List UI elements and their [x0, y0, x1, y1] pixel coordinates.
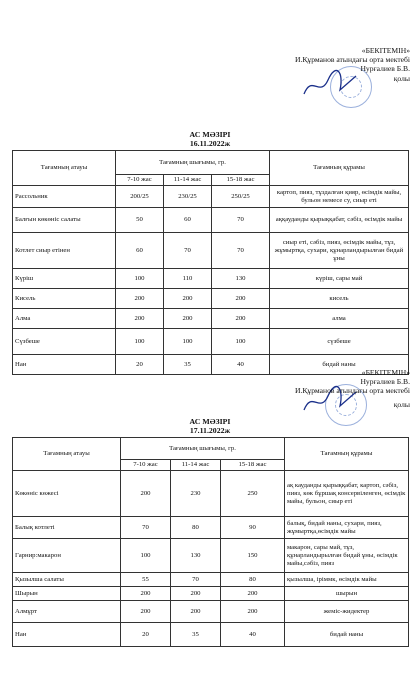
table-row: [13, 539, 409, 573]
yield-15-18: 200: [221, 601, 285, 623]
yield-15-18: 250/25: [212, 186, 270, 208]
yield-11-14: 200: [171, 601, 221, 623]
dish-name: Нан: [13, 623, 121, 647]
yield-11-14: 200: [164, 309, 212, 329]
yield-11-14: 60: [164, 208, 212, 233]
yield-7-10: 70: [121, 517, 171, 539]
yield-11-14: 200: [164, 289, 212, 309]
yield-7-10: 100: [116, 329, 164, 355]
table-row: [13, 623, 409, 647]
yield-7-10: 100: [116, 269, 164, 289]
yield-7-10: 200: [121, 601, 171, 623]
approval-director: Нурғалиев Б.В.: [360, 64, 410, 74]
header-age-7-10: 7-10 жас: [121, 460, 171, 471]
dish-composition: бидай наны: [285, 623, 409, 647]
yield-15-18: 250: [221, 471, 285, 517]
dish-composition: балық, бидай наны, сухари, пияз, жұмыртқа,өсімдік майы: [285, 517, 409, 539]
menu-date: 16.11.2022ж: [189, 139, 231, 149]
table-row: [13, 309, 409, 329]
approval-block-1: [200, 46, 410, 83]
yield-11-14: 35: [164, 355, 212, 375]
table-row: [13, 573, 409, 587]
yield-7-10: 55: [121, 573, 171, 587]
dish-composition: макарон, сары май, тұз, құнарландырылған бидай ұны, өсімдік майы,сәбіз, пияз: [285, 539, 409, 573]
approval-director: Нурғалиев Б.В.: [360, 377, 410, 387]
yield-11-14: 200: [171, 587, 221, 601]
yield-15-18: 200: [212, 309, 270, 329]
dish-name: Кисель: [13, 289, 116, 309]
yield-15-18: 40: [221, 623, 285, 647]
yield-11-14: 100: [164, 329, 212, 355]
approval-sign-2: [200, 400, 410, 409]
dish-name: Қызылша салаты: [13, 573, 121, 587]
menu-table-2: [12, 437, 409, 647]
dish-composition: жеміс-жидектер: [285, 601, 409, 623]
approval-stamp: «БЕКІТЕМІН»: [361, 46, 410, 55]
dish-composition: аққауданды қырыққабат, сәбіз, өсімдік майы: [270, 208, 409, 233]
yield-7-10: 200: [121, 587, 171, 601]
header-composition: Тағамның құрамы: [285, 438, 409, 471]
yield-11-14: 35: [171, 623, 221, 647]
approval-sign-word: қолы: [393, 400, 410, 409]
dish-composition: картоп, пияз, тұздалған қияр, өсімдік майы, бульон немесе су, сиыр еті: [270, 186, 409, 208]
table-row: [13, 269, 409, 289]
dish-name: Нан: [13, 355, 116, 375]
dish-composition: сиыр еті, сәбіз, пияз, өсімдік майы, тұз, жұмыртқа, сухари, құнарландырылған бидай ұны: [270, 233, 409, 269]
approval-school: И.Құрманов атындағы орта мектебі: [294, 386, 410, 395]
yield-11-14: 230: [171, 471, 221, 517]
yield-11-14: 70: [164, 233, 212, 269]
table-row: [13, 208, 409, 233]
dish-composition: сүзбеше: [270, 329, 409, 355]
dish-composition: алма: [270, 309, 409, 329]
table-row: [13, 186, 409, 208]
table-header-row: [13, 151, 409, 175]
menu-heading: АС МӘЗІРІ: [189, 130, 231, 139]
yield-7-10: 200: [116, 309, 164, 329]
dish-name: Сүзбеше: [13, 329, 116, 355]
header-composition: Тағамның құрамы: [270, 151, 409, 186]
menu-table-1: [12, 150, 409, 375]
yield-7-10: 100: [121, 539, 171, 573]
yield-11-14: 70: [171, 573, 221, 587]
approval-stamp: «БЕКІТЕМІН»: [361, 368, 410, 377]
yield-7-10: 60: [116, 233, 164, 269]
header-age-11-14: 11-14 жас: [164, 175, 212, 186]
dish-composition: бидай наны: [270, 355, 409, 375]
menu-date: 17.11.2022ж: [189, 426, 231, 436]
dish-name: Гарнир:макарон: [13, 539, 121, 573]
dish-composition: ақ кауданды қырыққабат, картоп, сәбіз, пияз, көк бұршақ консервіленген, өсімдік майы, бульон, сиыр еті: [285, 471, 409, 517]
dish-composition: шырын: [285, 587, 409, 601]
yield-11-14: 110: [164, 269, 212, 289]
header-age-7-10: 7-10 жас: [116, 175, 164, 186]
menu-title-1: [0, 130, 420, 149]
yield-15-18: 80: [221, 573, 285, 587]
yield-11-14: 80: [171, 517, 221, 539]
yield-15-18: 130: [212, 269, 270, 289]
approval-school: И.Құрманов атындағы орта мектебі: [294, 55, 410, 65]
dish-name: Шырын: [13, 587, 121, 601]
yield-7-10: 200: [121, 471, 171, 517]
yield-15-18: 70: [212, 233, 270, 269]
header-age-15-18: 15-18 жас: [221, 460, 285, 471]
yield-7-10: 50: [116, 208, 164, 233]
header-name: Тағамның атауы: [13, 438, 121, 471]
dish-name: Балғын көкөніс салаты: [13, 208, 116, 233]
yield-15-18: 40: [212, 355, 270, 375]
header-name: Тағамның атауы: [13, 151, 116, 186]
dish-composition: кисель: [270, 289, 409, 309]
dish-composition: күріш, сары май: [270, 269, 409, 289]
dish-name: Котлет сиыр етінен: [13, 233, 116, 269]
dish-composition: қызылша, іріммк, өсімдік майы: [285, 573, 409, 587]
yield-15-18: 150: [221, 539, 285, 573]
table-row: [13, 289, 409, 309]
header-age-15-18: 15-18 жас: [212, 175, 270, 186]
menu-heading: АС МӘЗІРІ: [189, 417, 231, 426]
yield-15-18: 70: [212, 208, 270, 233]
dish-name: Алма: [13, 309, 116, 329]
yield-15-18: 100: [212, 329, 270, 355]
table-row: [13, 517, 409, 539]
yield-7-10: 200: [116, 289, 164, 309]
yield-15-18: 90: [221, 517, 285, 539]
approval-sign-word: қолы: [393, 73, 410, 83]
yield-11-14: 230/25: [164, 186, 212, 208]
table-row: [13, 601, 409, 623]
yield-15-18: 200: [212, 289, 270, 309]
dish-name: Көкөніс көжесі: [13, 471, 121, 517]
yield-7-10: 20: [116, 355, 164, 375]
menu-title-2: [0, 417, 420, 436]
header-yield: Тағамның шығымы, гр.: [116, 151, 270, 175]
header-yield: Тағамның шығымы, гр.: [121, 438, 285, 460]
table-row: [13, 587, 409, 601]
table-header-row: [13, 438, 409, 460]
dish-name: Алмұрт: [13, 601, 121, 623]
yield-7-10: 200/25: [116, 186, 164, 208]
dish-name: Күріш: [13, 269, 116, 289]
header-age-11-14: 11-14 жас: [171, 460, 221, 471]
table-row: [13, 471, 409, 517]
table-row: [13, 329, 409, 355]
yield-7-10: 20: [121, 623, 171, 647]
table-row: [13, 233, 409, 269]
yield-11-14: 130: [171, 539, 221, 573]
yield-15-18: 200: [221, 587, 285, 601]
approval-school-2: [200, 386, 410, 395]
dish-name: Балық котлеті: [13, 517, 121, 539]
dish-name: Рассольник: [13, 186, 116, 208]
approval-block-2: [200, 368, 410, 386]
